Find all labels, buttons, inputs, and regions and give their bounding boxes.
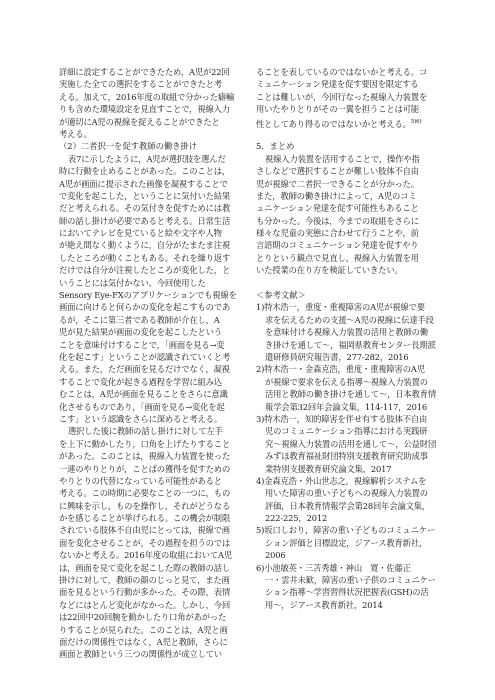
text-line: こす」という認識をさらに深めると考える。: [59, 413, 222, 424]
reference-line: 活用と教師の働き掛けを通して〜，日本教育情: [265, 389, 437, 400]
text-line: いうことには気付かない。今回使用した: [59, 277, 206, 288]
reference-line: 求を伝えるための支援〜A児の視線に伝達手段: [265, 314, 434, 325]
intro-paragraph: [59, 66, 241, 140]
summary-body: [256, 153, 438, 277]
text-line: える。加えて，2016年度の取組で分かった癖輸: [59, 91, 235, 102]
text-line: 児が見た結果が画面の変化を起こしたという: [59, 327, 222, 338]
section-heading: （2）二者択一を促す教師の働き掛け: [59, 141, 198, 152]
reference-item: [256, 363, 438, 413]
text-line: [256, 116, 438, 128]
reference-line: 一・雲井未歓，障害の重い子供のコミュニケー: [265, 575, 436, 586]
text-line: 画面と教師という三つの関係性が成立してい: [59, 649, 222, 660]
reference-line: ション指導〜学習習得状況把握表(GSH)の活: [265, 587, 429, 598]
reference-line: ション評価と目標設定，ジアース教育新社，: [265, 537, 428, 548]
text-line: だけでは自分が注視したところが変化した，と: [59, 265, 231, 276]
reference-line: 6)小池敏英・三苫秀雄・神山 寛・佐藤正: [256, 562, 411, 573]
text-line: 視線入力装置を活用することで，操作や指: [265, 153, 420, 164]
reference-line: を意味付ける視線入力装置の活用と教師の働: [265, 327, 428, 338]
text-line: を上下に動かしたり，口角を上げたりすること: [59, 438, 231, 449]
text-line: ミュニケーション発達を促す要因を限定する: [256, 79, 419, 90]
summary-heading: 5．まとめ: [256, 141, 295, 152]
text-line: 画面に向けると何らかの変化を起こすものであ: [59, 302, 231, 313]
text-line: 実施した全ての選択をすることができたと考: [59, 79, 222, 90]
text-line: 化させるものであり，「画面を見る→変化を起: [59, 401, 225, 412]
text-line: などにはとんど変化がなかった。しかし，今回: [59, 599, 231, 610]
references-heading: ＜参考文献＞: [256, 290, 306, 301]
continuation-paragraph: [256, 66, 438, 128]
reference-line: 2006: [265, 550, 286, 561]
text-line: える。また，ただ画面を見るだけでなく，凝視: [59, 364, 230, 375]
text-line: ることを表しているのではないかと考える。コ: [256, 67, 428, 77]
text-line: 選択した後に教師の話し掛けに対して左手: [68, 426, 223, 437]
text-line: ことを意味付けすることで，「画面を見る→変: [59, 339, 225, 350]
reference-line: みずほ教育福祉財団特別支援教育研究助成事: [265, 451, 428, 462]
reference-item: [256, 524, 438, 561]
text-line: が適切にA児の視線を捉えることができたと: [59, 116, 220, 127]
right-column: [256, 66, 438, 611]
reference-item: [256, 301, 438, 363]
reference-item: [256, 413, 438, 475]
left-column: [59, 66, 241, 661]
reference-line: 222-225，2012: [265, 513, 328, 524]
text-line: やりとりの代替になっている可能性があると: [59, 475, 222, 486]
text-line: 面を見るという行動が多かった。その際，表情: [59, 587, 231, 598]
reference-line: 1)特木浩一，重度・重複障害のA児が視線で要: [256, 302, 425, 313]
text-line: に興味を示し，ものを操作し，それがどうなる: [59, 500, 231, 511]
reference-item: [256, 475, 438, 525]
text-line: は22回中20回腕を動かしたり口角があがった: [59, 612, 227, 623]
text-line: むことは，A児が画面を見ることをさらに意識: [59, 389, 228, 400]
text-line: で変化を起こした，ということに気付いた結果: [59, 190, 231, 201]
text-line: されている肢体不自由児にとっては，視線で画: [59, 525, 230, 536]
text-line: ュニケーション発達を促す可能性もあること: [256, 203, 419, 214]
text-line: においてテレビを見ていると絵や文字や人物: [59, 228, 222, 239]
text-line: 師の話し掛けが必要であると考える。日常生活: [59, 215, 231, 226]
text-line: 一連のやりとりが，ことばの獲得を促すための: [59, 463, 231, 474]
reference-line: 2)特木浩一・金森克浩，重度・重複障害のA児: [256, 364, 425, 375]
text-line: 面を変化させることが，その過程を担うのでは: [59, 537, 231, 548]
text-line: とりという観点で見直し，視線入力装置を用: [256, 252, 419, 263]
reference-item: [256, 562, 438, 612]
reference-line: 4)金森克浩・外山世志之，視線解析システムを: [256, 475, 427, 486]
reference-line: き掛けを通して〜，福岡県教育センター長期派: [265, 339, 436, 350]
text-line: かを感じることが挙げられる。この機会が制限: [59, 513, 231, 524]
reference-line: 用いた障害の重い子どもへの視線入力装置の: [265, 488, 428, 499]
reference-line: 3)特木浩一，知的障害を伴せ有する肢体不自由: [256, 413, 428, 424]
text-line: は，画面を見て変化を起こした際の教師の話し: [59, 562, 231, 573]
text-line: Sensory Eye-FXのアプリケーションでも視線を: [59, 290, 237, 301]
text-line: るが，そこに第三者である教師が介在し，A: [59, 314, 220, 325]
text-line: することで変化が起きる過程を学習に組み込: [59, 376, 222, 387]
reference-line: 5)坂口しおり，障害の重い子どものコミュニケー: [256, 525, 436, 536]
reference-line: 児のコミュニケーション指導における実践研: [265, 426, 428, 437]
text-line: いた授業の在り方を検証していきたい。: [256, 265, 403, 276]
section-body: [59, 153, 241, 661]
text-line: さしなどで選択することが難しい肢体不自由: [256, 166, 419, 177]
reference-line: 究〜視線入力装置の活用を通して〜，公益財団: [265, 438, 437, 449]
text-line: りも含めた環境設定を見直すことで，視線入力: [59, 104, 230, 115]
text-line: 用いたやりとりがその一翼を担うことは可能: [256, 104, 419, 115]
reference-line: 業特別支援教育研究論文集，2017: [265, 463, 392, 474]
reference-line: 遣研修員研究報告書，277-282，2016: [265, 351, 409, 362]
text-line: 化を起こす」ということが認識されていくと考: [59, 351, 231, 362]
text-line: A児が画面に提示された画像を凝視することで: [59, 178, 228, 189]
text-segment: 性としてあり得るのではないかと考える。: [256, 118, 411, 128]
text-line: りすることが見られた。このことは，A児と画: [59, 624, 228, 635]
text-line: 表7に示したように，A児が選択肢を選んだ: [68, 153, 226, 164]
text-line: したところが動くこともある。それを繰り返す: [59, 252, 231, 263]
text-line: 言語期のコミュニケーション発達を促すやり: [256, 240, 419, 251]
text-line: が絶え間なく動くように，自分がたまたま注視: [59, 240, 231, 251]
text-line: も分かった。今後は，今までの取組をさらに: [256, 215, 419, 226]
reference-line: 評価，日本教育情報学会第28回年会論文集，: [265, 500, 431, 511]
text-line: だと考えられる。その気付きを促すためには教: [59, 203, 231, 214]
text-line: 児が視線で二者択一できることが分かった。: [256, 178, 419, 189]
text-line: ないかと考える。2016年度の取組においてA児: [59, 550, 233, 561]
text-line: 考える。この時期に必要なことの一つに，もの: [59, 488, 231, 499]
text-line: ことは難しいが，今回行なった視線入力装置を: [256, 91, 428, 102]
text-line: 考える。: [59, 128, 92, 139]
reference-list: [256, 301, 438, 611]
text-line: 詳細に設定することができたため，A児が22回: [59, 67, 230, 77]
text-line: があった。このことは，視線入力装置を使った: [59, 451, 231, 462]
text-line: 時に行動を止めることがあった。このことは，: [59, 166, 231, 177]
text-line: 面だけの関係性ではなく，A児と教師，さらに: [59, 636, 228, 647]
text-line: 掛けに対して，教師の顔のじっと見て，また画: [59, 575, 230, 586]
text-line: また，教師の働き掛けによって，A児のコミ: [256, 190, 417, 201]
reference-line: 報学会第32回年会論文集，114-117，2016: [265, 401, 427, 412]
citation-superscript: 5)6): [410, 118, 422, 125]
text-line: 様々な児童の実態に合わせて行うことや，前: [256, 228, 419, 239]
reference-line: 用〜，ジアース教育新社，2014: [265, 599, 383, 610]
reference-line: が視線で要求を伝える指導〜視線入力装置の: [265, 376, 428, 387]
